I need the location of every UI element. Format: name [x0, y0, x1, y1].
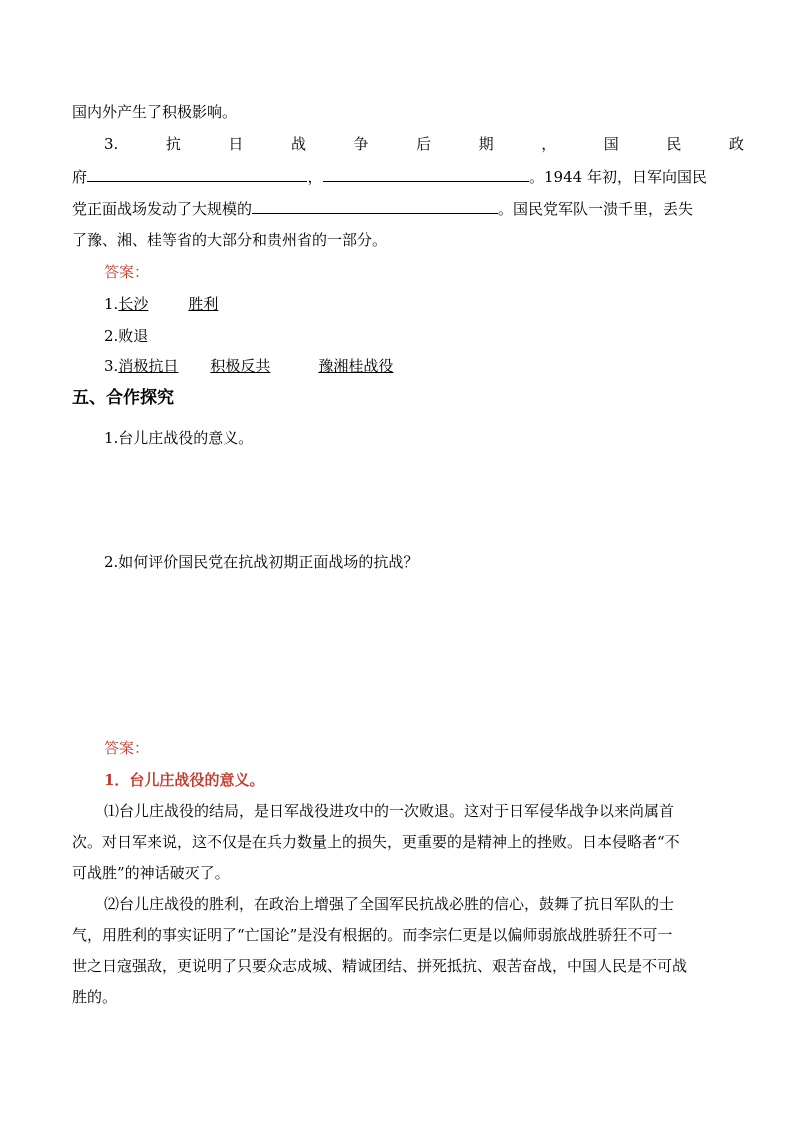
q3-char: 后 — [416, 135, 432, 153]
q3-line3 — [72, 198, 693, 219]
q3-line2-comma: ， — [307, 168, 323, 186]
answer-3-num: 3. — [104, 357, 119, 375]
q3-char: 3. — [104, 135, 119, 153]
answer-3 — [104, 356, 393, 376]
answer-label: 答案： — [104, 263, 150, 281]
question-1: 1.台儿庄战役的意义。 — [104, 429, 254, 447]
q3-char: ， — [541, 135, 557, 153]
answer-1-part: 长沙 — [118, 295, 149, 313]
q3-line2 — [72, 166, 707, 187]
answer-blank-3[interactable] — [252, 198, 498, 214]
q3-line2-start: 府 — [72, 168, 88, 186]
q3-char: 抗 — [165, 135, 181, 153]
q3-line1 — [104, 134, 744, 154]
q3-char: 民 — [666, 135, 682, 153]
q3-line3-start: 党正面战场发动了大规模的 — [72, 200, 253, 218]
answer-blank-1[interactable] — [87, 166, 307, 182]
answer-3-part: 消极抗日 — [118, 357, 179, 375]
answer-3-part: 积极反共 — [210, 357, 271, 375]
answer-paragraph-line: 胜的。 — [72, 988, 118, 1006]
answer-2: 2.败退 — [104, 327, 149, 345]
q3-char: 争 — [353, 135, 369, 153]
answer-paragraph-line: ⑴台儿庄战役的结局，是日军战役进攻中的一次败退。这对于日军侵华战争以来尚属首 — [104, 802, 675, 820]
answer-heading — [104, 770, 264, 790]
q3-line2-end: 。1944 年初，日军向国民 — [529, 168, 707, 186]
q3-char: 国 — [603, 135, 619, 153]
answer-paragraph-line: 世之日寇强敌，更说明了只要众志成城、精诚团结、拼死抵抗、艰苦奋战，中国人民是不可战 — [72, 957, 688, 975]
q3-char: 期 — [478, 135, 494, 153]
q3-line3-end: 。国民党军队一溃千里，丢失 — [498, 200, 694, 218]
answer-1 — [104, 294, 218, 314]
answer-label: 答案： — [104, 739, 150, 757]
answer-3-part: 豫湘桂战役 — [318, 357, 394, 375]
answer-1-num: 1. — [104, 295, 119, 313]
q3-char: 日 — [228, 135, 244, 153]
q3-line4: 了豫、湘、桂等省的大部分和贵州省的一部分。 — [72, 231, 388, 249]
prev-text-tail: 国内外产生了积极影响。 — [72, 103, 238, 121]
answer-paragraph-line: 可战胜”的神话破灭了。 — [72, 864, 230, 882]
question-2: 2.如何评价国民党在抗战初期正面战场的抗战？ — [104, 553, 419, 571]
answer-blank-2[interactable] — [323, 166, 529, 182]
section-title: 五、合作探究 — [72, 388, 174, 408]
answer-paragraph-line: ⑵台儿庄战役的胜利，在政治上增强了全国军民抗战必胜的信心，鼓舞了抗日军队的士 — [104, 895, 675, 913]
answer-heading-text: 1．台儿庄战役的意义。 — [104, 771, 265, 789]
answer-paragraph-line: 气，用胜利的事实证明了“亡国论”是没有根据的。而李宗仁更是以偏师弱旅战胜骄狂不可一 — [72, 926, 673, 944]
answer-paragraph-line: 次。对日军来说，这不仅是在兵力数量上的损失，更重要的是精神上的挫败。日本侵略者“不 — [72, 833, 680, 851]
q3-char: 政 — [728, 135, 744, 153]
answer-1-part: 胜利 — [188, 295, 219, 313]
q3-char: 战 — [290, 135, 306, 153]
